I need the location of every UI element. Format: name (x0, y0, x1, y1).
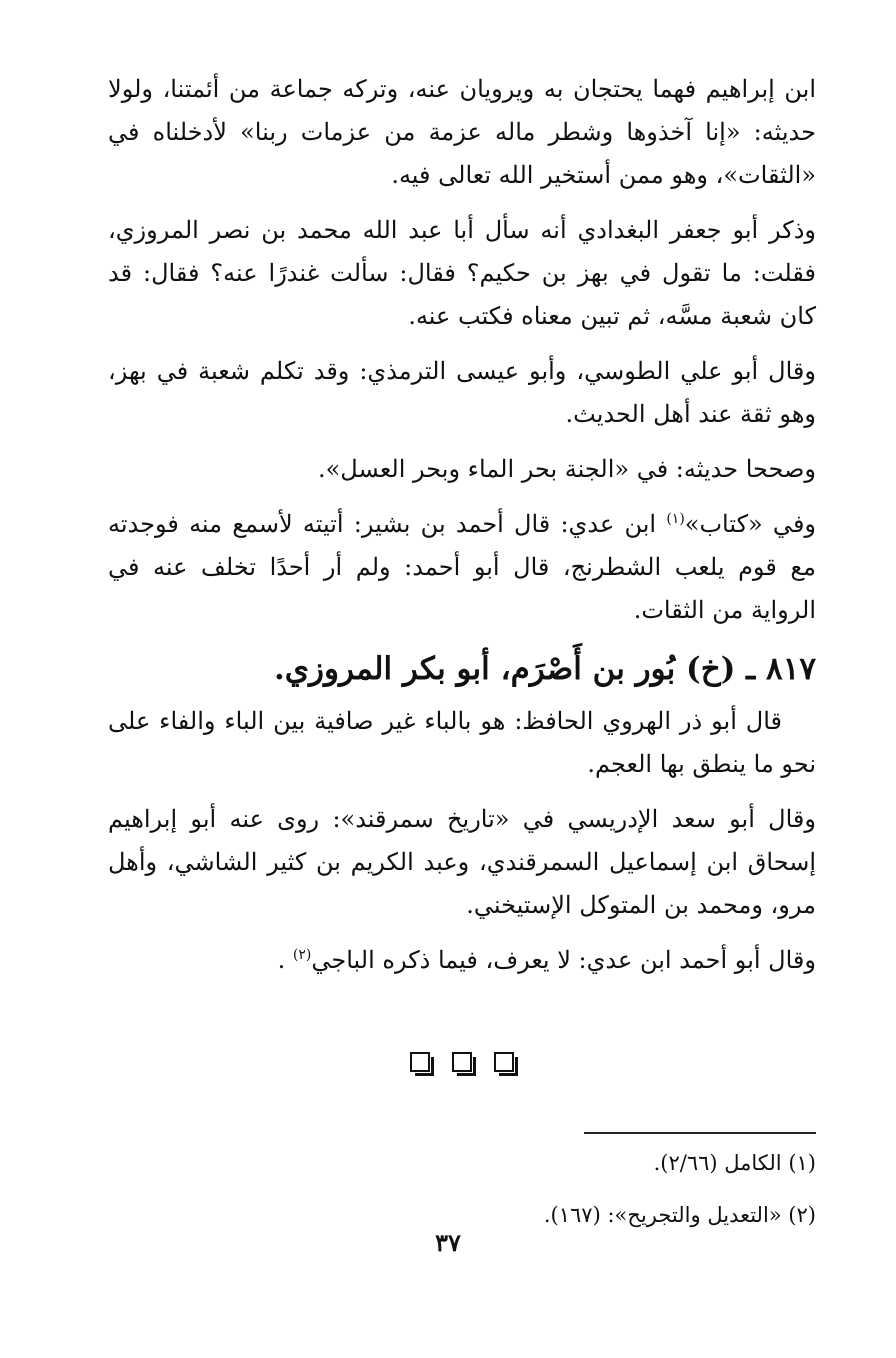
footnote-ref-1: (١) (666, 511, 685, 527)
footnote-divider (584, 1132, 816, 1134)
paragraph-abu-dharr: قال أبو ذر الهروي الحافظ: هو بالباء غير صافية بين الباء والفاء على نحو ما ينطق بها العجم. (108, 707, 816, 778)
page-number: ٣٧ (435, 1228, 461, 1257)
paragraph-bahz-continuation: ابن إبراهيم فهما يحتجان به ويرويان عنه، وتركه جماعة من أئمتنا، ولولا حديثه: «إنا آخذوها وشطر ماله عزمة من عزمات ربنا» لأدخلناه في «الثقات»، وهو ممن أستخير الله تعالى فيه. (108, 75, 816, 189)
kitab-text-start: وفي «كتاب» (684, 510, 817, 538)
square-ornament-icon (494, 1052, 514, 1072)
paragraph-sahhaha: وصححا حديثه: في «الجنة بحر الماء وبحر العسل». (317, 455, 816, 483)
footnote-2: (٢) «التعديل والتجريح»: (١٦٧). (543, 1203, 816, 1227)
section-separator (108, 1044, 816, 1080)
footnote-ref-2: (٢) (292, 947, 312, 963)
last-text-end: . (277, 946, 293, 974)
paragraph-kitab-ibn-adi (108, 503, 816, 632)
kitab-text-end: ابن عدي: قال أحمد بن بشير: أتيته لأسمع منه فوجدته مع قوم يلعب الشطرنج، قال أبو أحمد: ولم أر أحدًا تخلف عنه في الرواية من الثقات. (108, 510, 816, 624)
paragraph-ibn-adi-last (108, 939, 816, 982)
last-text-start: وقال أبو أحمد ابن عدي: لا يعرف، فيما ذكره الباجي (311, 946, 816, 974)
square-ornament-icon (410, 1052, 430, 1072)
paragraph-tusi-tirmidhi: وقال أبو علي الطوسي، وأبو عيسى الترمذي: وقد تكلم شعبة في بهز، وهو ثقة عند أهل الحديث. (108, 357, 816, 428)
entry-heading: ٨١٧ ـ (خ) بُور بن أَصْرَم، أبو بكر المروزي. (274, 651, 816, 687)
square-ornament-icon (452, 1052, 472, 1072)
footnote-1: (١) الكامل (٢/٦٦). (653, 1151, 816, 1175)
paragraph-abu-jafar: وذكر أبو جعفر البغدادي أنه سأل أبا عبد الله محمد بن نصر المروزي، فقلت: ما تقول في بهز بن حكيم؟ فقال: سألت غندرًا عنه؟ فقال: قد كان شعبة مسَّه، ثم تبين معناه فكتب عنه. (108, 216, 816, 330)
paragraph-idrisi: وقال أبو سعد الإدريسي في «تاريخ سمرقند»: روى عنه أبو إبراهيم إسحاق ابن إسماعيل السمرقندي، وعبد الكريم بن كثير الشاشي، وأهل مرو، ومحمد بن المتوكل الإستيخني. (108, 805, 816, 919)
